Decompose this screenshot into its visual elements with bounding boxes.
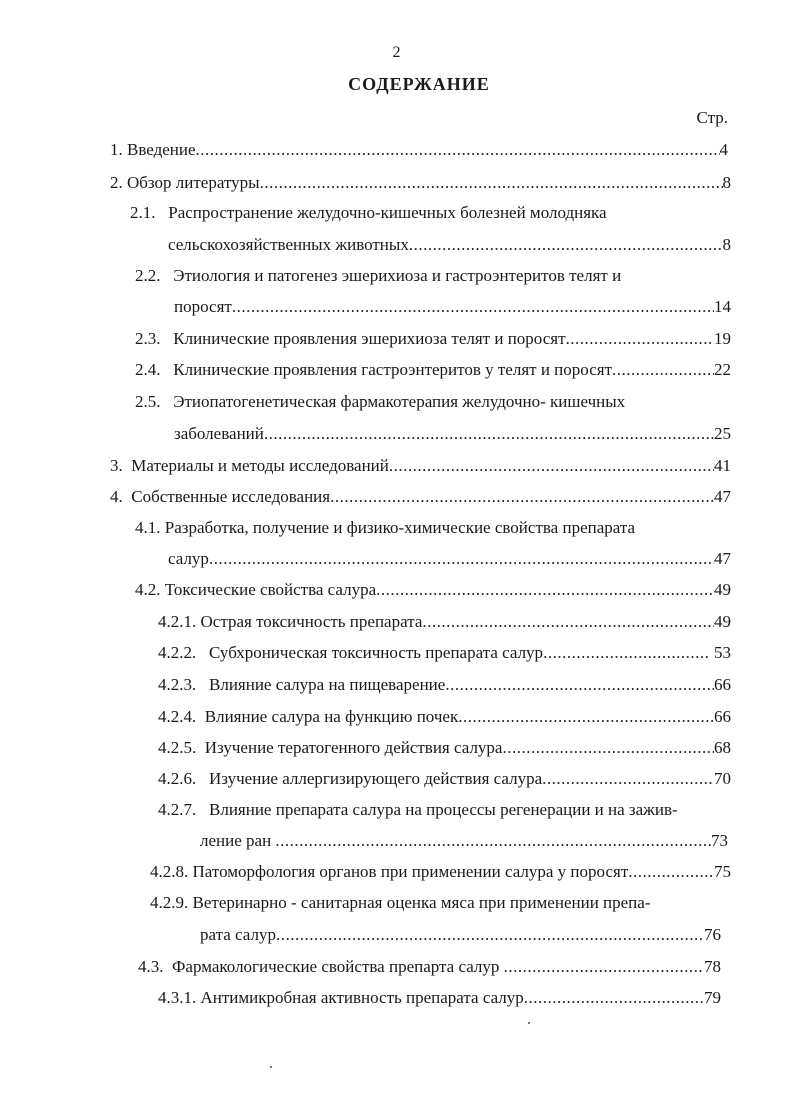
toc-entry-text: Собственные исследования	[131, 487, 331, 506]
toc-entry-2[interactable]	[110, 171, 731, 195]
toc-entry-2-2-continuation[interactable]	[174, 295, 731, 319]
toc-entry-text: Токсические свойства салура	[164, 580, 377, 599]
toc-entry-page: 19	[714, 329, 731, 348]
toc-entry-4-2-5[interactable]	[158, 736, 731, 760]
leader-dots	[276, 923, 704, 947]
toc-entry-2-3[interactable]	[135, 327, 731, 351]
toc-entry-page: 47	[714, 549, 731, 568]
toc-entry-2-1[interactable]	[130, 201, 607, 225]
toc-entry-number: 2.4.	[135, 360, 161, 379]
toc-entry-text-cont: салур	[168, 549, 209, 568]
toc-entry-4-1[interactable]	[135, 516, 635, 540]
toc-entry-4-2-3[interactable]	[158, 673, 731, 697]
toc-entry-text: Фармакологические свойства препарта салур	[172, 957, 500, 976]
toc-entry-4-2-6[interactable]	[158, 767, 731, 791]
toc-entry-4-1-continuation[interactable]	[168, 547, 731, 571]
toc-entry-text: Распространение желудочно-кишечных болезней молодняка	[168, 203, 607, 222]
toc-entry-number: 1.	[110, 140, 123, 159]
toc-entry-page: 47	[714, 487, 731, 506]
toc-entry-number: 4.2.9.	[150, 893, 189, 912]
toc-entry-page: 4	[719, 140, 728, 159]
toc-entry-number: 4.1.	[135, 518, 161, 537]
toc-entry-4-2-9[interactable]	[150, 891, 651, 915]
leader-dots	[566, 327, 714, 351]
toc-entry-4-3[interactable]	[138, 955, 721, 979]
toc-entry-1[interactable]	[110, 138, 728, 162]
leader-dots	[524, 986, 704, 1010]
toc-entry-page: 78	[704, 957, 721, 976]
toc-entry-number: 4.2.	[135, 580, 161, 599]
toc-entry-number: 2.3.	[135, 329, 161, 348]
leader-dots	[275, 829, 711, 853]
toc-entry-number: 2.2.	[135, 266, 161, 285]
toc-entry-text-cont: ление ран	[200, 831, 272, 850]
toc-entry-text-cont: сельскохозяйственных животных	[168, 235, 409, 254]
leader-dots	[542, 767, 714, 791]
toc-entry-4-3-1[interactable]	[158, 986, 721, 1010]
toc-entry-number: 4.2.5.	[158, 738, 197, 757]
toc-entry-text: Антимикробная активность препарата салур	[200, 988, 524, 1007]
toc-entry-4-2-2[interactable]	[158, 641, 731, 665]
toc-entry-number: 2.1.	[130, 203, 156, 222]
leader-dots	[422, 610, 714, 634]
toc-entry-2-4[interactable]	[135, 358, 731, 382]
toc-entry-page: 68	[714, 738, 731, 757]
toc-entry-text: Разработка, получение и физико-химические свойства препарата	[164, 518, 636, 537]
toc-entry-number: 4.2.4.	[158, 707, 197, 726]
toc-entry-page: 41	[714, 456, 731, 475]
toc-entry-number: 2.	[110, 173, 123, 192]
page-number: 2	[392, 44, 401, 61]
toc-entry-number: 4.2.2.	[158, 643, 197, 662]
toc-entry-text: Клинические проявления эшерихиоза телят и поросят	[173, 329, 566, 348]
toc-entry-page: 25	[714, 424, 731, 443]
scan-speck	[528, 1022, 530, 1024]
toc-entry-4-2-4[interactable]	[158, 705, 731, 729]
page-column-label: Стр.	[696, 108, 728, 127]
toc-entry-text: Патоморфология органов при применении салура у поросят	[192, 862, 629, 881]
toc-entry-4-2-1[interactable]	[158, 610, 731, 634]
leader-dots	[612, 358, 714, 382]
toc-entry-4-2-9-continuation[interactable]	[200, 923, 721, 947]
toc-entry-text-cont: заболеваний	[174, 424, 264, 443]
toc-entry-text: Влияние салура на пищеварение	[209, 675, 446, 694]
toc-entry-page: 79	[704, 988, 721, 1007]
toc-entry-text: Обзор литературы	[127, 173, 260, 192]
toc-entry-text-cont: поросят	[174, 297, 232, 316]
leader-dots	[376, 578, 714, 602]
toc-entry-2-1-continuation[interactable]	[168, 233, 731, 257]
toc-entry-page: 53	[714, 643, 731, 662]
toc-entry-page: 66	[714, 675, 731, 694]
leader-dots	[260, 171, 723, 195]
toc-entry-page: 8	[722, 173, 731, 192]
page-title: СОДЕРЖАНИЕ	[348, 74, 490, 94]
leader-dots	[445, 673, 714, 697]
toc-entry-4-2[interactable]	[135, 578, 731, 602]
toc-entry-text: Введение	[127, 140, 196, 159]
leader-dots	[504, 955, 704, 979]
toc-entry-4[interactable]	[110, 485, 731, 509]
leader-dots	[389, 454, 714, 478]
toc-entry-page: 66	[714, 707, 731, 726]
leader-dots	[264, 422, 714, 446]
toc-entry-text: Ветеринарно - санитарная оценка мяса при применении препа-	[192, 893, 651, 912]
toc-entry-4-2-7[interactable]	[158, 798, 678, 822]
toc-entry-number: 4.2.1.	[158, 612, 197, 631]
toc-entry-text: Влияние препарата салура на процессы регенерации и на зажив-	[209, 800, 678, 819]
toc-entry-number: 4.3.	[138, 957, 164, 976]
toc-entry-text: Клинические проявления гастроэнтеритов у телят и поросят	[173, 360, 612, 379]
toc-entry-number: 4.	[110, 487, 123, 506]
toc-entry-page: 75	[714, 862, 731, 881]
scan-speck	[270, 1066, 272, 1068]
leader-dots	[209, 547, 714, 571]
toc-entry-text: Влияние салура на функцию почек	[204, 707, 459, 726]
toc-entry-number: 4.2.7.	[158, 800, 197, 819]
toc-entry-number: 4.2.8.	[150, 862, 189, 881]
toc-entry-number: 4.2.6.	[158, 769, 197, 788]
toc-entry-number: 3.	[110, 456, 123, 475]
toc-entry-page: 8	[722, 235, 731, 254]
toc-entry-page: 49	[714, 580, 731, 599]
leader-dots	[543, 641, 710, 665]
toc-entry-text: Острая токсичность препарата	[200, 612, 423, 631]
toc-entry-number: 2.5.	[135, 392, 161, 411]
toc-entry-3[interactable]	[110, 454, 731, 478]
toc-entry-text: Этиология и патогенез эшерихиоза и гастроэнтеритов телят и	[173, 266, 622, 285]
toc-entry-text: Изучение тератогенного действия салура	[204, 738, 503, 757]
leader-dots	[409, 233, 723, 257]
toc-entry-page: 70	[714, 769, 731, 788]
toc-entry-text-cont: рата салур	[200, 925, 276, 944]
toc-entry-page: 76	[704, 925, 721, 944]
toc-entry-2-5-continuation[interactable]	[174, 422, 731, 446]
toc-entry-text: Материалы и методы исследований	[131, 456, 389, 475]
toc-entry-number: 4.2.3.	[158, 675, 197, 694]
toc-entry-2-5[interactable]	[135, 390, 625, 414]
toc-entry-page: 73	[711, 831, 728, 850]
toc-entry-page: 22	[714, 360, 731, 379]
leader-dots	[196, 138, 720, 162]
toc-entry-text: Субхроническая токсичность препарата салур	[209, 643, 544, 662]
leader-dots	[232, 295, 714, 319]
leader-dots	[628, 860, 714, 884]
toc-entry-page: 49	[714, 612, 731, 631]
leader-dots	[458, 705, 714, 729]
toc-entry-page: 14	[714, 297, 731, 316]
toc-entry-text: Изучение аллергизирующего действия салура	[209, 769, 543, 788]
toc-entry-4-2-8[interactable]	[150, 860, 731, 884]
toc-entry-text: Этиопатогенетическая фармакотерапия желудочно- кишечных	[173, 392, 626, 411]
toc-entry-number: 4.3.1.	[158, 988, 197, 1007]
toc-entry-2-2[interactable]	[135, 264, 621, 288]
toc-entry-4-2-7-continuation[interactable]	[200, 829, 728, 853]
leader-dots	[330, 485, 714, 509]
leader-dots	[502, 736, 714, 760]
